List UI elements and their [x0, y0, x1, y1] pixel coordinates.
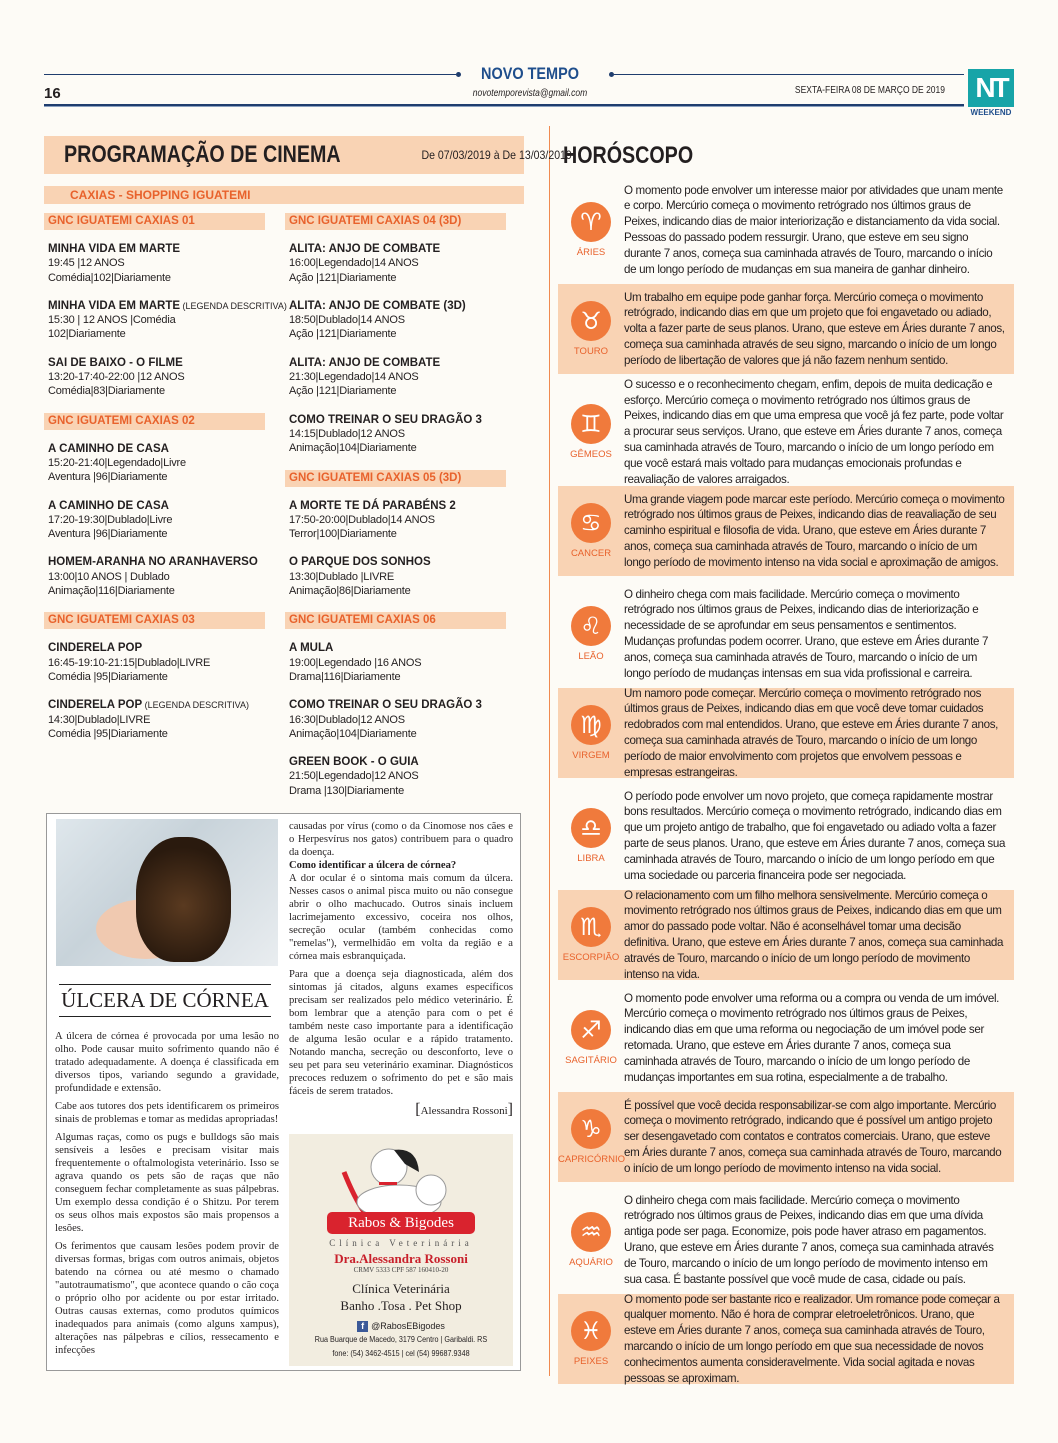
cinema-room-header: GNC IGUATEMI CAXIAS 03	[44, 612, 265, 629]
horoscope-gêmeos	[558, 377, 1014, 486]
article-left-column	[55, 1030, 279, 1362]
film-title	[48, 299, 287, 313]
horoscope-sagitário	[558, 988, 1014, 1088]
horoscope-touro	[558, 284, 1014, 374]
film-title-text: O PARQUE DOS SONHOS	[289, 556, 431, 569]
cinema-room-header: GNC IGUATEMI CAXIAS 02	[44, 413, 265, 430]
film-details: Comédia |95|Diariamente	[48, 727, 168, 740]
column-divider	[549, 126, 550, 1376]
film-title-text: HOMEM-ARANHA NO ARANHAVERSO	[48, 556, 258, 569]
nt-logo: NT	[968, 69, 1014, 107]
sign-name: VIRGEM	[572, 750, 610, 761]
horoscope-list	[558, 180, 1014, 1392]
horoscope-aquário	[558, 1190, 1014, 1290]
film-showtimes: 13:30|Dublado |LIVRE	[289, 570, 395, 583]
film-title-text: MINHA VIDA EM MARTE	[48, 299, 181, 312]
dog-photo	[56, 819, 278, 966]
film-showtimes: 17:20-19:30|Dublado|Livre	[48, 513, 173, 526]
film-showtimes: 14:30|Dublado|LIVRE	[48, 713, 151, 726]
sign-name: PEIXES	[573, 1356, 609, 1367]
zodiac-8-icon: ♐	[571, 1010, 611, 1050]
sign-forecast: É possível que você decida responsabilizar-se com algo importante. Mercúrio começa o movimento retrógrado, indicando que é possível um antigo projeto ser desengavetado com contatos e contratos comerciais. Urano, que esteve em Áries durante 7 anos, começa sua caminhada através de Touro, marcando o início de um longo período de movimento intenso na vida social.	[624, 1098, 1002, 1175]
film-details: Drama|116|Diariamente	[289, 670, 401, 683]
film-title	[289, 555, 506, 569]
film-listing	[44, 499, 265, 542]
ad-facebook[interactable]: f @RabosEBigodes	[289, 1321, 513, 1332]
film-showtimes: 15:20-21:40|Legendado|Livre	[48, 456, 186, 469]
sign-forecast: O momento pode ser bastante rico e realizador. Um romance pode começar a qualquer momento. Não é hora de comprar eletroeletrônicos. Urano, que esteve em Áries durante 7 anos, começa sua caminhada através de Touro, marcando o início de um longo período em que sua necessidade de novos conhecimentos aumenta consideravelmente. Vida social agitada e novas pessoas se aproximam.	[624, 1292, 1000, 1385]
ad-phones: fone: (54) 3462-4515 | cel (54) 99687.9348	[332, 1349, 470, 1358]
sign-forecast: O sucesso e o reconhecimento chegam, enfim, depois de muita dedicação e esforço. Mercúrio começa o movimento retrógrado nos últimos graus de Peixes, indicando dias em que uma empresa que você já fez parte, pode voltar a procurar seus serviços. Urano, que esteve em Áries durante 7 anos, começa sua caminhada através de Touro, marcando o início de um longo período em que você estará mais voltado para mudanças emocionais profundas e reavaliação de valores arraigados.	[624, 377, 1004, 486]
sign-name: LIBRA	[577, 853, 605, 864]
film-listing	[44, 442, 265, 485]
film-listing	[44, 299, 287, 342]
sign-forecast: O dinheiro chega com mais facilidade. Mercúrio começa o movimento retrógrado nos últimos graus de Peixes, indicando dias de interiorização e necessidade de se aprofundar em seus pensamentos e sentimentos. Mudanças profundas podem ocorrer. Urano, que esteve em Áries durante 7 anos, começa sua caminhada através de Touro, marcando o início de um longo período de mudanças intensas em sua vida profissional e carreira.	[624, 587, 989, 680]
film-showtimes: 19:00|Legendado |16 ANOS	[289, 656, 422, 669]
film-title	[48, 499, 265, 513]
film-showtimes: 13:00|10 ANOS | Dublado	[48, 570, 170, 583]
film-showtimes: 21:50|Legendado|12 ANOS	[289, 770, 419, 783]
horoscope-virgem	[558, 688, 1014, 778]
sign-name: SAGITÁRIO	[565, 1055, 617, 1066]
sign-name: CANCER	[570, 548, 612, 559]
sign-forecast: O momento pode envolver uma reforma ou a compra ou venda de um imóvel. Mercúrio começa o movimento retrógrado nos últimos graus de Peixes, indicando dias em que uma reforma ou negociação de um imóvel pode ser retomada. Urano, que esteve em Áries durante 7 anos, começa sua caminhada através de Touro, marcando o início de um longo período de mudanças importantes em sua rotina, especialmente a de trabalho.	[624, 991, 1000, 1084]
sign-badge	[558, 1010, 624, 1066]
sign-badge	[558, 404, 624, 460]
zodiac-6-icon: ♎	[571, 808, 611, 848]
horoscope-libra	[558, 786, 1014, 886]
sign-badge	[558, 705, 624, 761]
film-details: Drama |130|Diariamente	[289, 784, 405, 797]
film-listing	[285, 499, 506, 542]
film-title	[289, 499, 506, 513]
film-details: Aventura |96|Diariamente	[48, 471, 168, 484]
cinema-room-header: GNC IGUATEMI CAXIAS 04 (3D)	[285, 213, 506, 230]
film-title	[289, 755, 506, 769]
zodiac-4-icon: ♌	[571, 606, 611, 646]
sign-name: ESCORPIÃO	[562, 952, 620, 963]
article-title: ÚLCERA DE CÓRNEA	[59, 984, 271, 1017]
film-title	[289, 698, 506, 712]
film-title	[289, 242, 506, 256]
film-details: Animação|104|Diariamente	[289, 727, 417, 740]
film-title	[48, 442, 265, 456]
sign-badge	[558, 1109, 624, 1165]
film-listing	[44, 555, 265, 598]
film-title	[289, 641, 506, 655]
film-showtimes: 16:30|Dublado|12 ANOS	[289, 713, 405, 726]
header-double-rule	[44, 104, 964, 107]
sign-forecast: O momento pode envolver um interesse maior por atividades que unam mente e corpo. Mercúrio começa o movimento retrógrado nos últimos graus de Peixes, indicando dias de maior interiorização e distanciamento da vida social. Pessoas do passado podem ressurgir. Urano, que esteve em seu signo durante 7 anos, começa sua caminhada através de Touro, marcando o início de um longo período de mudanças em sua maneira de ganhar dinheiro.	[624, 183, 1003, 276]
film-details: Animação|86|Diariamente	[289, 585, 411, 598]
page-number: 16	[44, 85, 61, 102]
film-details: Ação |121|Diariamente	[289, 271, 397, 284]
sign-badge	[558, 808, 624, 864]
film-listing	[285, 698, 506, 741]
film-listing	[44, 356, 265, 399]
film-title-text: A CAMINHO DE CASA	[48, 442, 169, 455]
film-showtimes: 18:50|Dublado|14 ANOS	[289, 314, 405, 327]
ad-address: Rua Buarque de Macedo, 3179 Centro | Garibaldi. RS	[314, 1335, 488, 1344]
pets-illustration	[339, 1142, 459, 1222]
sign-forecast: Uma grande viagem pode marcar este período. Mercúrio começa o movimento retrógrado nos últimos graus de Peixes, indicando dias de reavaliação de seu caminho espiritual e filosofia de vida. Urano, que esteve em Áries durante 7 anos, começa sua caminhada através de Touro, marcando o início de um longo período de movimento intenso na vida social e aproximação de amigos.	[624, 492, 1005, 569]
zodiac-5-icon: ♍	[571, 705, 611, 745]
zodiac-10-icon: ♒	[571, 1212, 611, 1252]
zodiac-3-icon: ♋	[571, 503, 611, 543]
sign-forecast: O dinheiro chega com mais facilidade. Mercúrio começa o movimento retrógrado nos últimos graus de Peixes, indicando dias em que uma dívida antiga pode ser paga. Economize, pois pode haver atraso em pagamentos. Urano, que esteve em Áries durante 7 anos, começa sua caminhada através de Touro, marcando o início de um longo período de movimento intenso em sua casa. É bastante possível que você mude de casa, cidade ou país.	[624, 1193, 994, 1286]
sign-badge	[558, 301, 624, 357]
weekend-label: WEEKEND	[970, 108, 1012, 117]
ad-type: Clínica Veterinária	[329, 1238, 473, 1248]
horoscope-escorpião	[558, 890, 1014, 980]
film-showtimes: 13:20-17:40-22:00 |12 ANOS	[48, 371, 185, 384]
film-listing	[44, 698, 265, 741]
horoscope-cancer	[558, 486, 1014, 576]
zodiac-1-icon: ♉	[571, 301, 611, 341]
film-title	[48, 698, 265, 712]
zodiac-2-icon: ♊	[571, 404, 611, 444]
film-listing	[285, 242, 506, 285]
film-title	[289, 413, 506, 427]
cinema-title: PROGRAMAÇÃO DE CINEMA	[64, 141, 341, 168]
sign-forecast: O relacionamento com um filho melhora sensivelmente. Mercúrio começa o movimento retrógrado nos últimos graus de Peixes, indicando dias em que um amor do passado pode voltar. Não é aconselhável tomar uma decisão definitiva. Urano, que esteve em Áries durante 7 anos, começa sua caminhada através de Touro, marcando o início de um longo período de movimento intenso na vida.	[624, 888, 1004, 981]
horoscope-leão	[558, 584, 1014, 684]
cinema-header	[44, 136, 573, 174]
film-title-text: CINDERELA POP	[48, 642, 143, 655]
film-listing	[285, 755, 506, 798]
horoscope-áries	[558, 180, 1014, 280]
film-details: Aventura |96|Diariamente	[48, 528, 168, 541]
film-title-text: MINHA VIDA EM MARTE	[48, 243, 181, 255]
film-details: 102|Diariamente	[48, 328, 126, 341]
sign-forecast: Um trabalho em equipe pode ganhar força. Mercúrio começa o movimento retrógrado, indicando dias em que um projeto que foi engavetado ou adiado, volta a fazer parte de seus planos. Urano, que esteve em Áries durante 7 anos, começa sua caminhada através de seu signo, marcando o início de um longo período de libertação de valores que já não fazem nenhum sentido.	[624, 290, 1005, 367]
film-showtimes: 16:45-19:10-21:15|Dublado|LIVRE	[48, 656, 211, 669]
film-details: Animação|116|Diariamente	[48, 585, 175, 598]
ad-crmv: CRMV 5333 CPF 587 160410-20	[353, 1266, 449, 1274]
header-rule-left	[44, 74, 456, 75]
horoscope-capricórnio	[558, 1092, 1014, 1182]
film-title	[289, 356, 506, 370]
film-listing	[285, 299, 506, 342]
film-details: Ação |121|Diariamente	[289, 385, 397, 398]
film-title-text: ALITA: ANJO DE COMBATE	[289, 243, 441, 255]
cinema-column-left	[44, 213, 287, 755]
article-paragraph: A úlcera de córnea é provocada por uma lesão no olho. Pode causar muito sofrimento quando não é tratado adequadamente. A doença é classificada em diversos tipos, variando segundo a gravidade, profundidade e extensão.	[55, 1031, 279, 1094]
article-paragraph: Algumas raças, como os pugs e bulldogs são mais sensíveis a lesões e precisam visitar mais frequentemente o oftalmologista veterinário. Isso se agrava quando os pets são de raças que não conseguem fechar completamente as suas pálpebras. Um exemplo dessa condição é o Shitzu. Por terem os seus olhos mais expostos são mais propensos a lesões.	[55, 1132, 279, 1234]
zodiac-0-icon: ♈	[571, 202, 611, 242]
film-listing	[285, 413, 506, 456]
film-title-text: ALITA: ANJO DE COMBATE	[289, 356, 441, 369]
publication-email[interactable]: novotemporevista@gmail.com	[472, 88, 588, 99]
article-ulcera-de-cornea	[46, 813, 521, 1371]
zodiac-7-icon: ♏	[571, 907, 611, 947]
film-listing	[44, 242, 265, 285]
film-details: Terror|100|Diariamente	[289, 528, 397, 541]
film-showtimes: 14:15|Dublado|12 ANOS	[289, 427, 405, 440]
cinema-room-header: GNC IGUATEMI CAXIAS 01	[44, 213, 265, 230]
article-author: [Alessandra Rossoni]	[415, 1101, 513, 1118]
article-subhead: Como identificar a úlcera de córnea?	[289, 860, 457, 871]
sign-name: LEÃO	[578, 651, 604, 662]
film-details: Ação |121|Diariamente	[289, 328, 397, 341]
sign-forecast: O período pode envolver um novo projeto, que começa rapidamente mostrar bons resultados. Mercúrio começa o movimento retrógrado, indicando dias em que um projeto antigo de trabalho, que foi engavetado ou adiado volta a fazer parte de seus planos. Urano, que esteve em Áries durante 7 anos, começa sua caminhada através de Touro, marcando o início de um longo período em que uma sociedade ou parceria financeira pode ser negociada.	[624, 789, 1006, 882]
film-title-text: CINDERELA POP	[48, 699, 143, 712]
film-details: Animação|104|Diariamente	[289, 442, 417, 455]
film-showtimes: 21:30|Legendado|14 ANOS	[289, 371, 419, 384]
cinema-room-header: GNC IGUATEMI CAXIAS 05 (3D)	[285, 470, 506, 487]
film-title-text: ALITA: ANJO DE COMBATE (3D)	[289, 299, 466, 312]
article-paragraph: Para que a doença seja diagnosticada, além dos sintomas já citados, alguns exames específicos precisam ser realizados pelo médico veterinário. É bom lembrar que a atenção para com o pet é também neste caso importante para a identificação de alguma lesão ocular e a rápido tratamento. Notando mancha, secreção ou desconforto, leve o seu pet para seu veterinário examinar. Diagnósticos precoces reduzem o sofrimento do pet e são mais fáceis de serem tratados.	[289, 969, 513, 1097]
film-title	[48, 356, 265, 370]
film-showtimes: 19:45 |12 ANOS	[48, 257, 125, 270]
facebook-icon: f	[357, 1321, 368, 1332]
film-title-text: A CAMINHO DE CASA	[48, 499, 169, 512]
film-title-text: A MORTE TE DÁ PARABÉNS 2	[289, 499, 456, 512]
sign-badge	[558, 606, 624, 662]
film-title	[48, 555, 265, 569]
sign-name: TOURO	[573, 346, 609, 357]
article-right-column	[289, 820, 513, 1118]
sign-name: GÊMEOS	[570, 449, 612, 460]
sign-name: CAPRICÓRNIO	[558, 1154, 626, 1165]
film-details: Comédia |95|Diariamente	[48, 670, 168, 683]
article-paragraph: causadas por vírus (como o da Cinomose nos cães e o Herpesvírus nos gatos) contribuem para o quadro da doença.	[289, 821, 513, 858]
issue-date: SEXTA-FEIRA 08 DE MARÇO DE 2019	[794, 85, 945, 96]
film-note: (LEGENDA DESCRITIVA)	[180, 300, 287, 311]
sign-badge	[558, 202, 624, 258]
cinema-room-header: GNC IGUATEMI CAXIAS 06	[285, 612, 506, 629]
sign-badge	[558, 503, 624, 559]
zodiac-11-icon: ♓	[571, 1311, 611, 1351]
film-showtimes: 17:50-20:00|Dublado|14 ANOS	[289, 513, 435, 526]
sign-badge	[558, 1212, 624, 1268]
cinema-location: CAXIAS - SHOPPING IGUATEMI	[44, 186, 524, 204]
film-title-text: COMO TREINAR O SEU DRAGÃO 3	[289, 699, 482, 712]
ad-line1: Clínica Veterinária	[352, 1281, 450, 1296]
film-title	[289, 299, 506, 313]
sign-name: AQUÁRIO	[569, 1257, 613, 1268]
film-listing	[285, 356, 506, 399]
film-details: Comédia|102|Diariamente	[48, 271, 171, 284]
sign-badge	[558, 1311, 624, 1367]
zodiac-9-icon: ♑	[571, 1109, 611, 1149]
ad-doctor: Dra.Alessandra Rossoni	[334, 1251, 468, 1266]
film-listing	[44, 641, 265, 684]
rabos-bigodes-ad	[289, 1134, 513, 1366]
film-details: Comédia|83|Diariamente	[48, 385, 165, 398]
film-title-text: A MULA	[289, 642, 334, 655]
cinema-column-right	[285, 213, 506, 812]
film-title	[48, 242, 265, 256]
header-rule-right	[614, 74, 964, 75]
film-title	[48, 641, 265, 655]
sign-forecast: Um namoro pode começar. Mercúrio começa o movimento retrógrado nos últimos graus de Peixes, indicando dias em que você deve tomar cuidados redobrados com mal entendidos. Urano, que esteve em Áries durante 7 anos, começa sua caminhada através de Touro, marcando o início de um longo período de maior envolvimento com projetos que envolvem pessoas e empresas estrangeiras.	[624, 686, 999, 779]
film-note: (LEGENDA DESCRITIVA)	[142, 700, 249, 711]
film-listing	[285, 555, 506, 598]
horoscope-title: HORÓSCOPO	[563, 142, 694, 169]
article-paragraph: Os ferimentos que causam lesões podem provir de diversas formas, brigas com outros animais, objetos batendo na córnea ou até mesmo o chamado "autotraumatismo", que acontece quando o cão coça o próprio olho por acidente ou por estar irritado. Outras causas externas, como produtos químicos inadequados para animais (como alguns xampus), alterações nas pálpebras e cílios, ressecamento e infecções	[55, 1241, 279, 1356]
film-showtimes: 16:00|Legendado|14 ANOS	[289, 257, 419, 270]
sign-badge	[558, 907, 624, 963]
publication-name: NOVO TEMPO	[481, 64, 579, 83]
film-title-text: COMO TREINAR O SEU DRAGÃO 3	[289, 413, 482, 426]
horoscope-peixes	[558, 1294, 1014, 1384]
film-title-text: SAI DE BAIXO - O FILME	[48, 356, 183, 369]
article-paragraph: Cabe aos tutores dos pets identificarem os primeiros sinais de problemas e tomar as medidas apropriadas!	[55, 1101, 279, 1125]
cinema-dates: De 07/03/2019 à De 13/03/2019	[421, 148, 573, 162]
sign-name: ÁRIES	[576, 247, 606, 258]
ad-line2: Banho .Tosa . Pet Shop	[340, 1298, 462, 1313]
film-title-text: GREEN BOOK - O GUIA	[289, 756, 419, 769]
ad-brand: Rabos & Bigodes	[327, 1212, 475, 1234]
film-showtimes: 15:30 | 12 ANOS |Comédia	[48, 314, 176, 327]
film-listing	[285, 641, 506, 684]
article-paragraph: A dor ocular é o sintoma mais comum da úlcera. Nesses casos o animal pisca muito ou não consegue abrir o olho machucado. Outros sinais incluem lacrimejamento excessivo, coceira nos olhos, secreção ocular (também conhecidas como "remelas"), vermelhidão em volta da região e a córnea mais esbranquiçada.	[289, 873, 513, 962]
